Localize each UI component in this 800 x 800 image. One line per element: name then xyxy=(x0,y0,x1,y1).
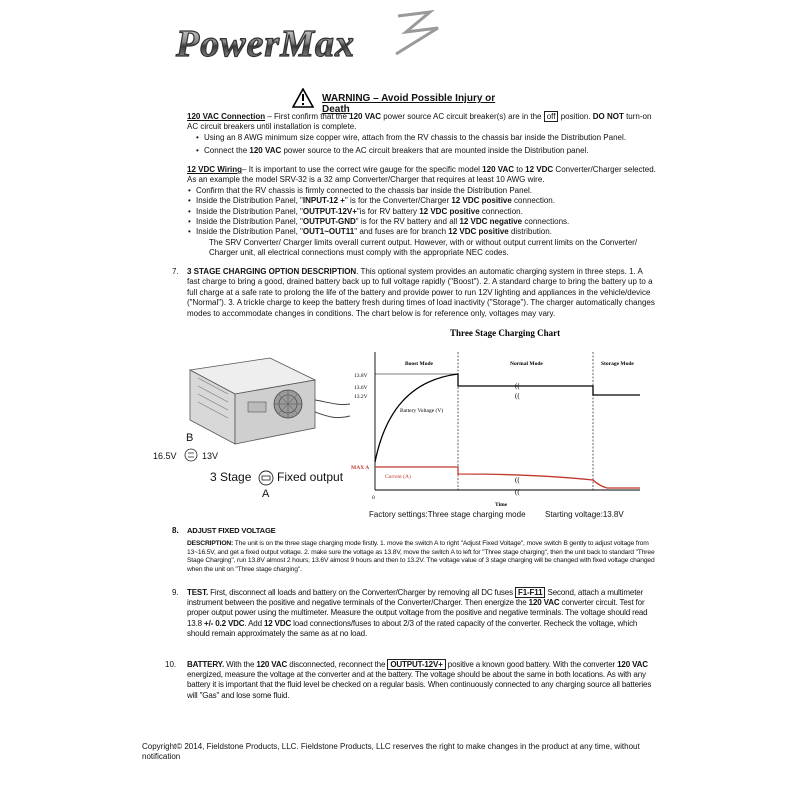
current-line xyxy=(375,467,640,488)
s9-a: First, disconnect all loads and battery on the Converter/Charger by removing all DC fuses xyxy=(208,588,515,597)
vdc-bullet xyxy=(187,196,657,206)
vac-section xyxy=(187,112,657,157)
vac-b2-a: Connect the xyxy=(204,146,250,156)
three-stage-chart xyxy=(345,322,645,522)
converter-device-illustration xyxy=(150,340,360,510)
vdc-b1-c: " is for the Converter/Charger xyxy=(344,196,452,206)
section-8-body xyxy=(187,540,657,574)
chart-svg xyxy=(345,322,645,522)
s10-f: energized, measure the voltage at the converter and at the battery. The voltage should be about the same in both locations. As with any battery it is important that the fluid level be checked on a regular basis. When continuously connected to any charging source all batteries will "Gas" and lose some fluid. xyxy=(187,670,652,700)
vdc-b2-c: "is for RV battery xyxy=(356,206,420,216)
chart-starting-note: Starting voltage:13.8V xyxy=(545,510,624,519)
vdc-b3-a: Inside the Distribution Panel, " xyxy=(196,217,303,227)
label-16-5v: 16.5V xyxy=(153,451,177,461)
vdc-b2-e: connection. xyxy=(479,206,523,216)
origin-label: 0 xyxy=(372,495,375,501)
section-8-title: ADJUST FIXED VOLTAGE xyxy=(187,526,276,535)
battery-voltage-line xyxy=(375,374,640,462)
voltage-series-label: Battery Voltage (V) xyxy=(400,408,444,414)
s9-f: 12 VDC xyxy=(263,618,292,628)
warning-triangle-icon xyxy=(292,88,314,108)
vdc-b3-c: " is for the RV battery and all xyxy=(355,217,460,227)
vdc-b3-e: connections. xyxy=(522,217,570,227)
vac-intro-d: position. xyxy=(558,112,593,121)
vdc-bullet xyxy=(187,217,657,227)
s10-b: 120 VAC xyxy=(256,660,288,669)
chart-title: Three Stage Charging Chart xyxy=(450,328,561,338)
switch-a-label: A xyxy=(262,488,270,500)
stage-normal-label: Normal Mode xyxy=(510,361,543,367)
powermax-logo xyxy=(168,10,448,74)
vdc-bullet xyxy=(187,207,657,217)
current-series-label: Current (A) xyxy=(385,474,411,480)
vdc-b0-a: Confirm that the RV chassis is firmly connected to the chassis bar inside the Distribution Panel. xyxy=(196,185,533,195)
y-tick-13-6: 13.6V xyxy=(354,385,368,391)
section-10 xyxy=(187,660,657,701)
section-10-title: BATTERY. xyxy=(187,660,225,669)
s9-e: . Add xyxy=(244,618,264,628)
switch-b-icon xyxy=(184,448,198,462)
stage-storage-label: Storage Mode xyxy=(601,361,634,367)
vac-intro-c: power source AC circuit breaker(s) are in the xyxy=(381,112,544,121)
section-7-title: 3 STAGE CHARGING OPTION DESCRIPTION xyxy=(187,267,357,276)
section-7 xyxy=(187,267,657,319)
switch-b-label: B xyxy=(186,432,194,444)
label-13v: 13V xyxy=(202,451,219,461)
fuses-box: F1-F11 xyxy=(515,587,545,598)
y-tick-max-a: MAX A xyxy=(351,465,370,471)
s9-b2: 120 VAC xyxy=(528,598,560,608)
section-7-number: 7. xyxy=(172,267,179,276)
vdc-intro-c: to xyxy=(514,165,526,174)
vac-bullets xyxy=(195,133,657,157)
stage-boost-label: Boost Mode xyxy=(405,361,433,367)
vac-intro-e: turn-on AC circuit breakers until installation is complete. xyxy=(187,112,652,132)
vdc-bullet xyxy=(187,186,657,196)
section-8-number: 8. xyxy=(172,526,179,535)
section-10-number: 10. xyxy=(165,660,177,669)
vdc-intro-a: – It is important to use the correct wire gauge for the specific model xyxy=(242,165,483,174)
vdc-b4-d: 12 VDC positive xyxy=(448,227,509,237)
section-8-desc: The unit is on the three stage charging mode firstly. 1. move the switch A to right "Adjust Fixed Voltage", move switch B gently to adjust voltage from 13~16.5V, and get a fixed output voltage. 2. make sure the voltage as 13.8V, move the switch A to left for "Three stage charging", then the unit back to standard "Three Stage Charging", run 13.8V almost 2 hours, 13.6V almost 9 hours and then to 13.2V. The voltage value of 3 stage charging will be changed with fixed voltage changed when the unit on "Three stage charging". xyxy=(187,540,655,573)
section-9-title: TEST. xyxy=(187,588,209,597)
off-box: off xyxy=(544,111,559,122)
warning-title: WARNING – Avoid Possible Injury or Death xyxy=(322,93,496,115)
vdc-b4-b: OUT1~OUT11 xyxy=(302,227,355,237)
vdc-b1-e: connection. xyxy=(511,196,555,206)
y-tick-13-2: 13.2V xyxy=(354,394,368,400)
s9-d: +/- 0.2 VDC xyxy=(204,618,245,628)
label-3-stage: 3 Stage xyxy=(210,470,252,484)
vac-intro xyxy=(187,112,657,133)
copyright-footer: Copyright© 2014, Fieldstone Products, LLC. Fieldstone Products, LLC reserves the right to make changes in the product at any time, without notification xyxy=(142,742,640,762)
s9-g: load connections/fuses to about 2/3 of the rated capacity of the converter. Recheck the voltage, which should remain approximately the same as at no load. xyxy=(187,618,638,638)
vdc-intro-e: Converter/Charger selected. As an example the model SRV-32 is a 32 amp Converter/Charger that requires at least 10 AWG wire. xyxy=(187,165,656,185)
vac-bullet-2 xyxy=(195,146,657,156)
vdc-b1-a: Inside the Distribution Panel, " xyxy=(196,196,303,206)
s9-b: Second, attach a multimeter instrument between the positive and negative terminals of the Converter/Charger. Then energize the xyxy=(187,588,644,608)
vdc-b2-d: 12 VDC positive xyxy=(419,206,480,216)
vdc-heading: 12 VDC Wiring xyxy=(187,165,243,174)
output-terminal-box: OUTPUT-12V+ xyxy=(387,659,445,670)
vdc-b2-b: OUTPUT-12V+ xyxy=(302,206,357,216)
vdc-b4-c: " and fuses are for branch xyxy=(354,227,449,237)
warning-banner xyxy=(292,88,522,115)
vdc-intro xyxy=(187,165,657,186)
svg-text:((: (( xyxy=(515,476,520,484)
vdc-b2-a: Inside the Distribution Panel, " xyxy=(196,206,303,216)
vdc-intro-b: 120 VAC xyxy=(482,165,515,174)
vdc-bullet xyxy=(187,227,657,237)
s10-e: 120 VAC xyxy=(617,660,648,669)
section-9 xyxy=(187,588,657,639)
vac-b2-c: power source to the AC circuit breakers that are mounted inside the Distribution panel. xyxy=(281,146,589,156)
switch-a-icon xyxy=(258,470,274,486)
do-not: DO NOT xyxy=(592,112,624,121)
s10-a: With the xyxy=(224,660,257,669)
converter-box-drawing xyxy=(150,340,360,450)
vdc-b3-b: OUTPUT-GND xyxy=(302,217,356,227)
logo-text: PowerMax xyxy=(176,23,355,65)
vdc-b1-b: INPUT-12 + xyxy=(302,196,345,206)
label-fixed-output: Fixed output xyxy=(277,470,344,484)
y-tick-13-8: 13.8V xyxy=(354,373,368,379)
vac-intro-b: 120 VAC xyxy=(349,112,381,121)
vac-intro-a: – First confirm that the xyxy=(265,112,350,121)
section-8-desc-label: DESCRIPTION: xyxy=(187,540,234,547)
vdc-section xyxy=(187,165,657,259)
svg-text:((: (( xyxy=(515,392,520,400)
s10-d: positive a known good battery. With the converter xyxy=(445,660,618,669)
vdc-note: The SRV Converter/ Charger limits overall current output. However, with or without output current limits on the Converter/ Charger unit, all electrical connections must comply with the appropriate NEC codes. xyxy=(209,237,638,258)
svg-text:((: (( xyxy=(515,382,520,390)
section-9-number: 9. xyxy=(172,588,179,597)
vdc-b1-d: 12 VDC positive xyxy=(451,196,512,206)
vac-heading: 120 VAC Connection xyxy=(187,112,266,121)
s10-c: disconnected, reconnect the xyxy=(287,660,388,669)
vac-b2-b: 120 VAC xyxy=(249,146,282,156)
x-axis-label: Time xyxy=(495,502,508,508)
vdc-b4-e: distribution. xyxy=(508,227,552,237)
section-7-body: . This optional system provides an automatic charging system in three steps. 1. A fast charge to bring a good, drained battery back up to full voltage rapidly ("Boost"). 2. A standard charge to bring the battery up to a full charge at a safe rate to prolong the life of the battery and provide power to run 12V lighting and appliances in the vehicle/device ("Normal"). 3. A trickle charge to keep the battery fresh during times of load inactivity ("Storage"). The charger automatically changes modes to accommodate changes in conditions. The chart below is for reference only, voltages may vary. xyxy=(187,267,655,318)
vdc-b4-a: Inside the Distribution Panel, " xyxy=(196,227,303,237)
vac-bullet-1: • Using an 8 AWG minimum size copper wire, attach from the RV chassis to the chassis bar inside the Distribution Panel. xyxy=(195,133,657,143)
vdc-b3-d: 12 VDC negative xyxy=(459,217,523,227)
vdc-bullets xyxy=(187,186,657,238)
chart-factory-note: Factory settings:Three stage charging mode xyxy=(369,510,526,519)
vdc-intro-d: 12 VDC xyxy=(525,165,554,174)
svg-text:((: (( xyxy=(515,488,520,496)
s9-c: converter circuit. Test for proper output power using the multimeter. Measure the output voltage from the positive and negative terminals. The voltage should read 13.8 xyxy=(187,598,648,628)
